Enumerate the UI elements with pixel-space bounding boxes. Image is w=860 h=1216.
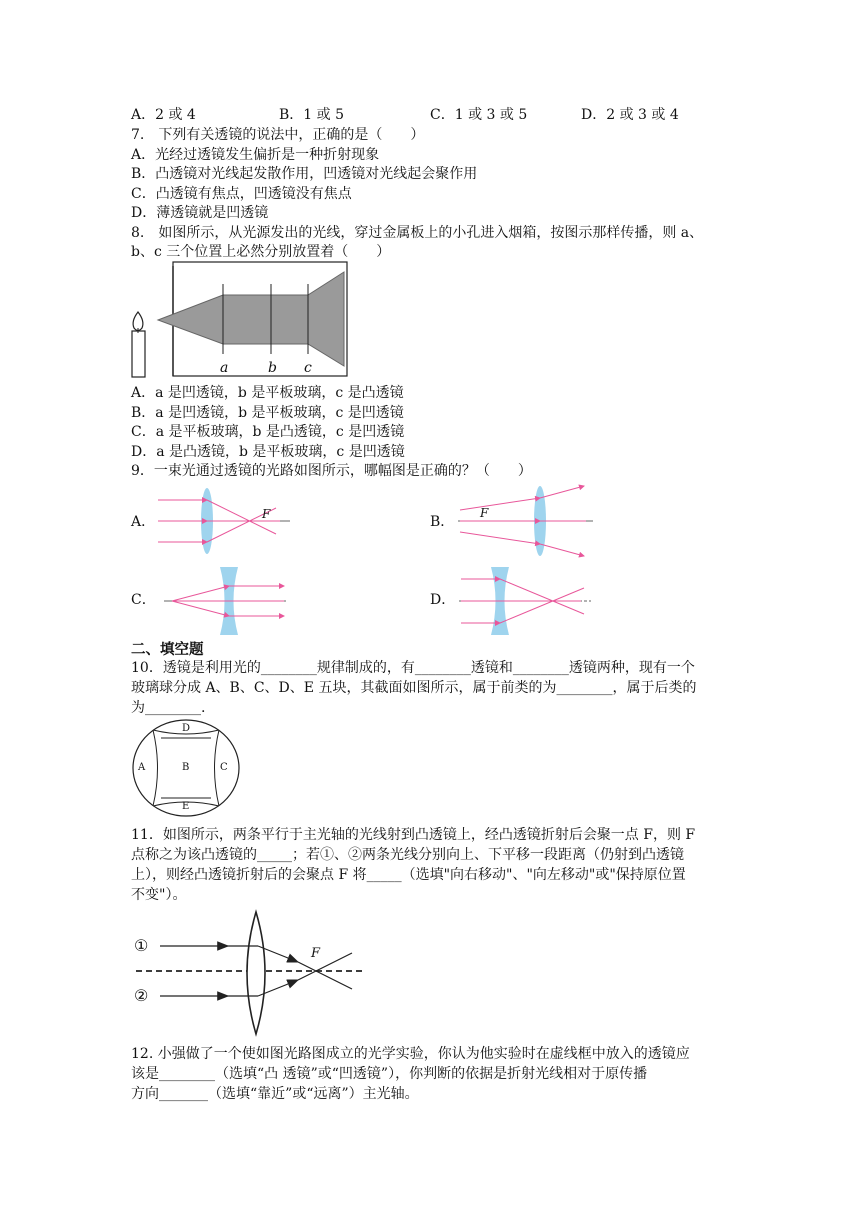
q8-label-b: b: [268, 360, 277, 376]
q6-option-b: B．1 或 5: [279, 107, 345, 123]
q11-ray1-label: ①: [134, 936, 149, 955]
q11-ray2-label: ②: [134, 986, 149, 1005]
q9-stem: 9．一束光通过透镜的光路如图所示，哪幅图是正确的？（ ）: [131, 463, 532, 479]
q10-label-a: A: [138, 762, 146, 773]
q12-line3: 方向_______（选填“靠近”或“远离”）主光轴。: [131, 1086, 419, 1102]
q12-line1: 12. 小强做了一个使如图光路图成立的光学实验，你认为他实验时在虚线框中放入的透镜应: [131, 1046, 690, 1062]
q11-line2: 点称之为该凸透镜的_____；若①、②两条光线分别向上、下平移一段距离（仍射到凸透镜: [131, 847, 684, 863]
q10-label-d: D: [182, 723, 191, 734]
q7-option-b: B．凸透镜对光线起发散作用，凹透镜对光线起会聚作用: [131, 166, 478, 182]
q8-stem-line1: 8. 如图所示，从光源发出的光线，穿过金属板上的小孔进入烟箱，按图示那样传播，则 a、: [131, 225, 704, 241]
q8-option-c: C．a 是平板玻璃，b 是凸透镜，c 是凹透镜: [131, 424, 405, 440]
q10-line3: 为________.: [131, 700, 206, 716]
q9-diagram-b: [458, 484, 598, 560]
q10-label-b: B: [182, 762, 190, 773]
q11-line1: 11．如图所示，两条平行于主光轴的光线射到凸透镜上，经凸透镜折射后会聚一点 F，则 F: [131, 827, 696, 843]
q8-smoke-box-figure: [125, 258, 365, 383]
q6-option-d: D．2 或 3 或 4: [581, 107, 679, 123]
q10-line1: 10．透镜是利用光的________规律制成的，有________透镜和________透镜两种，现有一个: [131, 660, 695, 676]
q9-diagram-a: [158, 486, 293, 556]
q7-option-a: A．光经过透镜发生偏折是一种折射现象: [131, 147, 380, 163]
q9-b-focus-label: F: [480, 506, 489, 520]
section-title-fill-in: 二、填空题: [131, 642, 204, 658]
q8-option-b: B．a 是凹透镜，b 是平板玻璃，c 是凹透镜: [131, 405, 404, 421]
q8-stem-line2: b、c 三个位置上必然分别放置着（ ）: [131, 244, 391, 260]
q6-option-c: C．1 或 3 或 5: [430, 107, 528, 123]
q9-label-d: D．: [430, 592, 456, 608]
q10-label-c: C: [220, 762, 228, 773]
q6-option-a: A．2 或 4: [131, 107, 196, 123]
q8-label-a: a: [220, 360, 229, 376]
q9-label-b: B．: [430, 514, 455, 530]
q8-option-a: A．a 是凹透镜，b 是平板玻璃，c 是凸透镜: [131, 385, 404, 401]
q9-diagram-d: [459, 566, 594, 636]
q7-stem: 7. 下列有关透镜的说法中，正确的是（ ）: [131, 127, 425, 143]
q7-option-d: D．薄透镜就是凹透镜: [131, 205, 269, 221]
q9-a-focus-label: F: [262, 507, 271, 521]
q7-option-c: C．凸透镜有焦点，凹透镜没有焦点: [131, 186, 352, 202]
q9-diagram-c: [164, 566, 289, 636]
q10-label-e: E: [182, 801, 190, 812]
q11-focus-label: F: [311, 946, 321, 961]
q12-line2: 该是________（选填“凸 透镜”或“凹透镜”），你判断的依据是折射光线相对于原传播: [131, 1066, 648, 1082]
q10-line2: 玻璃球分成 A、B、C、D、E 五块，其截面如图所示，属于前类的为________，属于后类的: [131, 680, 697, 696]
q8-label-c: c: [304, 360, 312, 376]
q11-line3: 上），则经凸透镜折射后的会聚点 F 将_____（选填"向右移动"、"向左移动"或"保持原位置: [131, 867, 686, 883]
q8-option-d: D．a 是凸透镜，b 是平板玻璃，c 是凹透镜: [131, 444, 405, 460]
q11-line4: 不变"）。: [131, 887, 187, 903]
q9-label-a: A．: [131, 514, 156, 530]
q9-label-c: C．: [131, 592, 156, 608]
q11-convex-lens-figure: [130, 910, 370, 1038]
